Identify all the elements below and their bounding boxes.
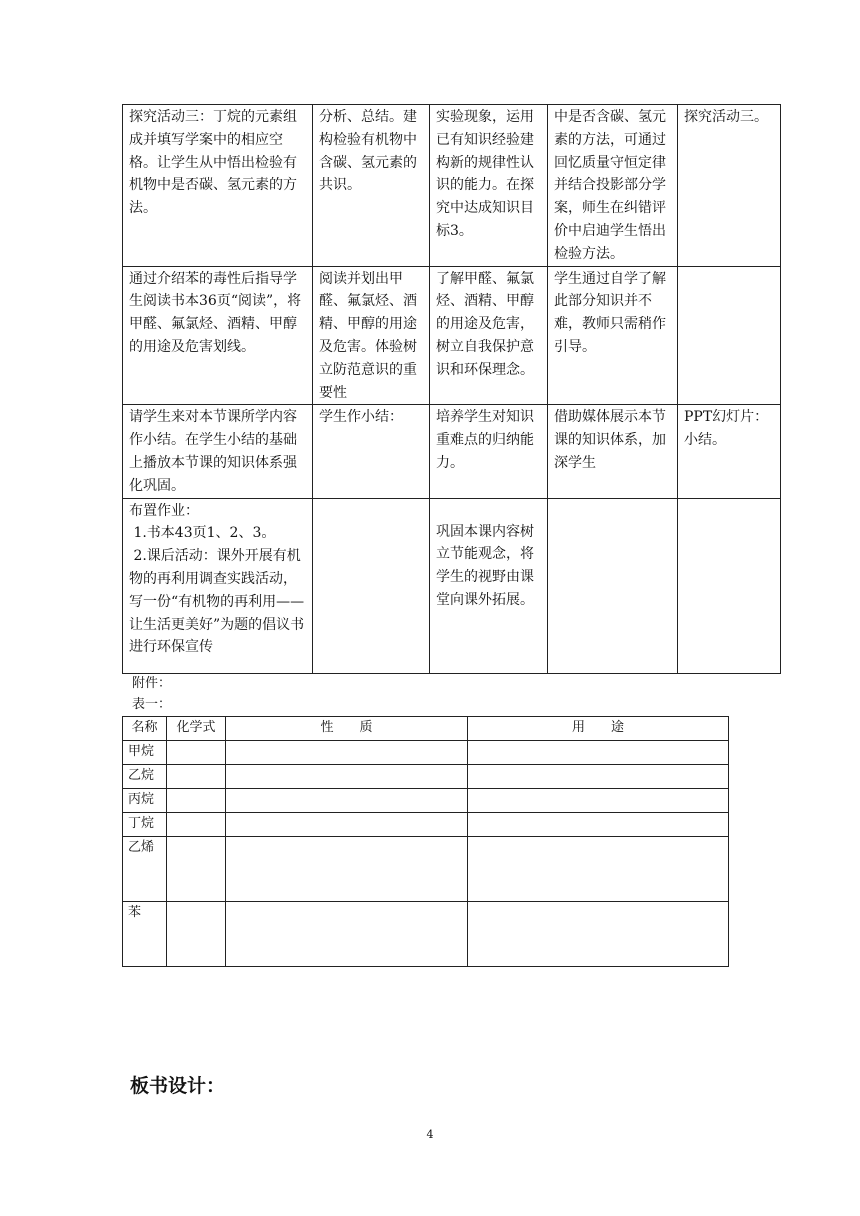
header-name: 名称 [123,717,167,741]
design-intent-cell: 培养学生对知识重难点的归纳能力。 [430,405,548,498]
compound-name: 甲烷 [123,741,167,765]
notes-cell: 学生通过自学了解此部分知识并不难，教师只需稍作引导。 [548,266,678,405]
media-cell: 探究活动三。 [678,105,781,267]
teacher-activity-cell: 布置作业： 1.书本43页1、2、3。 2.课后活动：课外开展有机物的再利用调查实践活动，写一份“有机物的再利用——让生活更美好”为题的倡议书进行环保宣传 [123,498,313,673]
teacher-activity-cell: 请学生来对本节课所学内容作小结。在学生小结的基础上播放本节课的知识体系强化巩固。 [123,405,313,498]
table-row [123,741,729,765]
teacher-activity-cell: 通过介绍苯的毒性后指导学生阅读书本36页“阅读”，将甲醛、氟氯烃、酒精、甲醇的用途及危害划线。 [123,266,313,405]
student-activity-cell [313,498,430,673]
header-properties: 性 质 [226,717,468,741]
property-table [122,716,729,967]
notes-cell: 借助媒体展示本节课的知识体系，加深学生 [548,405,678,498]
table-row [123,765,729,789]
compound-name: 乙烯 [123,837,167,902]
design-intent-cell: 了解甲醛、氟氯烃、酒精、甲醇的用途及危害，树立自我保护意识和环保理念。 [430,266,548,405]
notes-cell: 中是否含碳、氢元素的方法，可通过回忆质量守恒定律并结合投影部分学案，师生在纠错评价中启迪学生悟出检验方法。 [548,105,678,267]
table-row [123,105,781,267]
table-row [123,266,781,405]
lesson-plan-table [122,104,781,674]
table-row [123,837,729,902]
table-row [123,789,729,813]
compound-name: 苯 [123,902,167,967]
notes-cell [548,498,678,673]
table-header-row [123,717,729,741]
student-activity-cell: 学生作小结： [313,405,430,498]
compound-name: 乙烷 [123,765,167,789]
student-activity-cell: 分析、总结。建构检验有机物中含碳、氢元素的共识。 [313,105,430,267]
table-caption: 表一： [132,697,172,712]
media-cell: PPT幻灯片：小结。 [678,405,781,498]
header-formula: 化学式 [167,717,226,741]
table-row [123,498,781,673]
table-row [123,813,729,837]
attachment-label: 附件： [132,676,172,691]
teacher-activity-cell: 探究活动三：丁烷的元素组成并填写学案中的相应空格。让学生从中悟出检验有机物中是否碳、氢元素的方法。 [123,105,313,267]
compound-name: 丁烷 [123,813,167,837]
design-intent-cell: 巩固本课内容树立节能观念，将学生的视野由课堂向课外拓展。 [430,498,548,673]
header-uses: 用 途 [468,717,729,741]
table-row [123,405,781,498]
board-design-heading: 板书设计： [130,1075,226,1097]
compound-name: 丙烷 [123,789,167,813]
design-intent-cell: 实验现象，运用已有知识经验建构新的规律性认识的能力。在探究中达成知识目标3。 [430,105,548,267]
media-cell [678,498,781,673]
media-cell [678,266,781,405]
table-row [123,902,729,967]
page-number: 4 [426,1128,434,1141]
student-activity-cell: 阅读并划出甲醛、氟氯烃、酒精、甲醇的用途及危害。体验树立防范意识的重要性 [313,266,430,405]
